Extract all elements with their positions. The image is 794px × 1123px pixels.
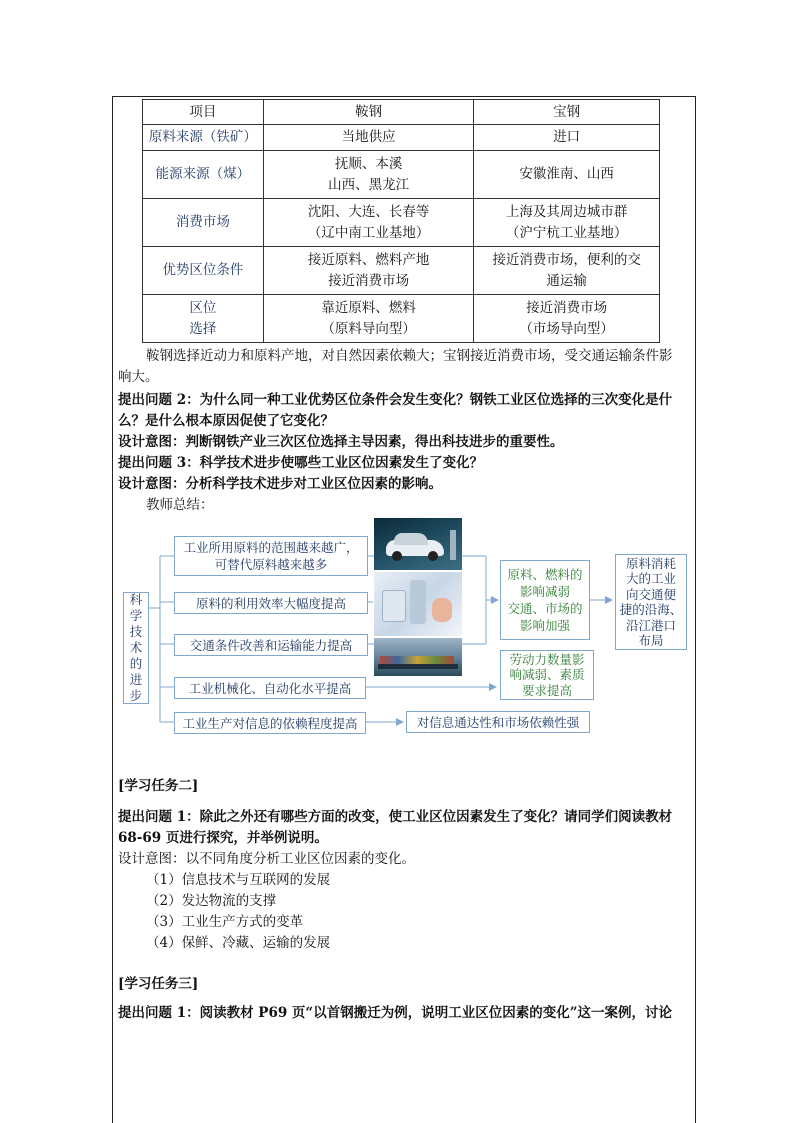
cell-line: 抚顺、本溪	[334, 155, 403, 172]
box-line: 响减弱、素质	[509, 667, 585, 683]
root-char: 科	[129, 592, 143, 607]
box-line: 影响加强	[519, 618, 570, 633]
cell-line: （辽中南工业基地）	[307, 224, 430, 241]
table-row	[143, 247, 660, 295]
summary-line: 鞍钢选择近动力和原料产地，对自然因素依赖大；宝钢接近消费市场，受交通运输条件影	[146, 348, 673, 364]
row-label	[143, 295, 264, 343]
table-cell	[263, 199, 474, 247]
table-cell: 当地供应	[263, 125, 474, 151]
question-2-line: 么？是什么根本原因促使了它变化？	[118, 413, 334, 429]
root-char: 的	[129, 656, 143, 671]
effect-box-labor	[500, 650, 594, 700]
cell-line: 区位	[189, 299, 217, 316]
root-char: 术	[129, 640, 143, 655]
cell-line: 接近消费市场，便利的交	[492, 251, 641, 268]
row-label: 消费市场	[143, 199, 264, 247]
table-header-row	[143, 100, 660, 125]
task-2-question-line: 68-69 页进行探究，并举例说明。	[118, 830, 328, 846]
box-line: 交通、市场的	[507, 601, 583, 616]
effect-box-materials-transport	[500, 560, 590, 640]
table-cell	[474, 199, 660, 247]
table-header-cell: 鞍钢	[263, 100, 474, 125]
box-line: 要求提高	[521, 682, 572, 698]
factor-box-raw-material-range	[174, 536, 368, 576]
result-box-coastal-layout	[615, 554, 687, 650]
table-cell: 安徽淮南、山西	[474, 151, 660, 199]
cell-line: 接近消费市场	[328, 272, 410, 289]
box-line: 影响减弱	[519, 584, 570, 599]
concept-diagram	[118, 514, 688, 746]
question-3: 提出问题 3：科学技术进步使哪些工业区位因素发生了变化？	[118, 455, 484, 471]
cell-line: 通运输	[546, 272, 587, 289]
container-ship-photo	[374, 638, 462, 676]
box-line: 工业所用原料的范围越来越广，	[183, 540, 359, 555]
task-2-point: （2）发达物流的支撑	[146, 893, 277, 909]
factor-box-transport: 交通条件改善和运输能力提高	[174, 634, 368, 656]
root-char: 步	[129, 688, 143, 703]
task-2-point: （1）信息技术与互联网的发展	[146, 872, 331, 888]
root-char: 学	[129, 608, 143, 623]
cell-line: 接近消费市场	[526, 299, 608, 316]
table-cell: 进口	[474, 125, 660, 151]
table-header-cell: 项目	[143, 100, 264, 125]
question-2-line: 提出问题 2：为什么同一种工业优势区位条件会发生变化？钢铁工业区位选择的三次变化是什	[118, 392, 673, 408]
box-line: 大的工业	[625, 571, 676, 586]
factor-box-efficiency: 原料的利用效率大幅度提高	[174, 592, 368, 614]
table-row	[143, 199, 660, 247]
row-label: 优势区位条件	[143, 247, 264, 295]
box-line: 劳动力数量影	[509, 651, 585, 667]
task-2-point: （3）工业生产方式的变革	[146, 914, 304, 930]
table-header-cell: 宝钢	[474, 100, 660, 125]
task-3-heading: [学习任务三]	[118, 976, 199, 992]
cell-line: 山西、黑龙江	[328, 176, 410, 193]
comparison-table	[142, 99, 660, 343]
teacher-summary-label: 教师总结：	[146, 497, 214, 513]
cell-line: （市场导向型）	[519, 320, 614, 337]
effect-box-information: 对信息通达性和市场依赖性强	[406, 711, 590, 733]
task-2-intent: 设计意图：以不同角度分析工业区位因素的变化。	[118, 851, 415, 867]
box-line: 捷的沿海、	[619, 602, 683, 617]
root-box-science-progress	[123, 592, 149, 704]
box-line: 可替代原料越来越多	[214, 557, 328, 572]
table-cell	[263, 295, 474, 343]
cell-line: 沈阳、大连、长春等	[307, 203, 430, 220]
cell-line: 上海及其周边城市群	[505, 203, 628, 220]
table-cell	[474, 247, 660, 295]
box-line: 布局	[638, 633, 664, 648]
cell-line: 靠近原料、燃料	[321, 299, 416, 316]
box-line: 原料、燃料的	[507, 567, 583, 582]
table-row	[143, 125, 660, 151]
factor-box-mechanization: 工业机械化、自动化水平提高	[174, 677, 366, 699]
box-line: 向交通便	[625, 586, 676, 602]
electric-car-photo	[374, 518, 462, 570]
design-intent: 设计意图：判断钢铁产业三次区位选择主导因素，得出科技进步的重要性。	[118, 434, 564, 450]
cell-line: （沪宁杭工业基地）	[505, 224, 628, 241]
root-char: 技	[129, 624, 143, 639]
factor-box-information: 工业生产对信息的依赖程度提高	[174, 712, 366, 734]
cell-line: 选择	[189, 320, 217, 337]
table-cell	[474, 295, 660, 343]
row-label: 原料来源（铁矿）	[143, 125, 264, 151]
root-char: 进	[129, 672, 143, 687]
cell-line: （原料导向型）	[321, 320, 416, 337]
table-cell	[263, 151, 474, 199]
summary-line: 响大。	[118, 369, 159, 385]
task-3-question: 提出问题 1：阅读教材 P69 页“以首钢搬迁为例，说明工业区位因素的变化”这一案例，讨论	[118, 1005, 672, 1021]
task-2-point: （4）保鲜、冷藏、运输的发展	[146, 935, 331, 951]
task-2-heading: [学习任务二]	[118, 778, 199, 794]
table-cell	[263, 247, 474, 295]
box-line: 沿江港口	[625, 617, 676, 633]
row-label: 能源来源（煤）	[143, 151, 264, 199]
task-2-question-line: 提出问题 1：除此之外还有哪些方面的改变，使工业区位因素发生了变化？请同学们阅读教材	[118, 809, 673, 825]
laboratory-photo	[374, 572, 462, 636]
table-row	[143, 295, 660, 343]
cell-line: 接近原料、燃料产地	[307, 251, 430, 268]
box-line: 原料消耗	[625, 555, 676, 571]
design-intent: 设计意图：分析科学技术进步对工业区位因素的影响。	[118, 476, 442, 492]
table-row	[143, 151, 660, 199]
